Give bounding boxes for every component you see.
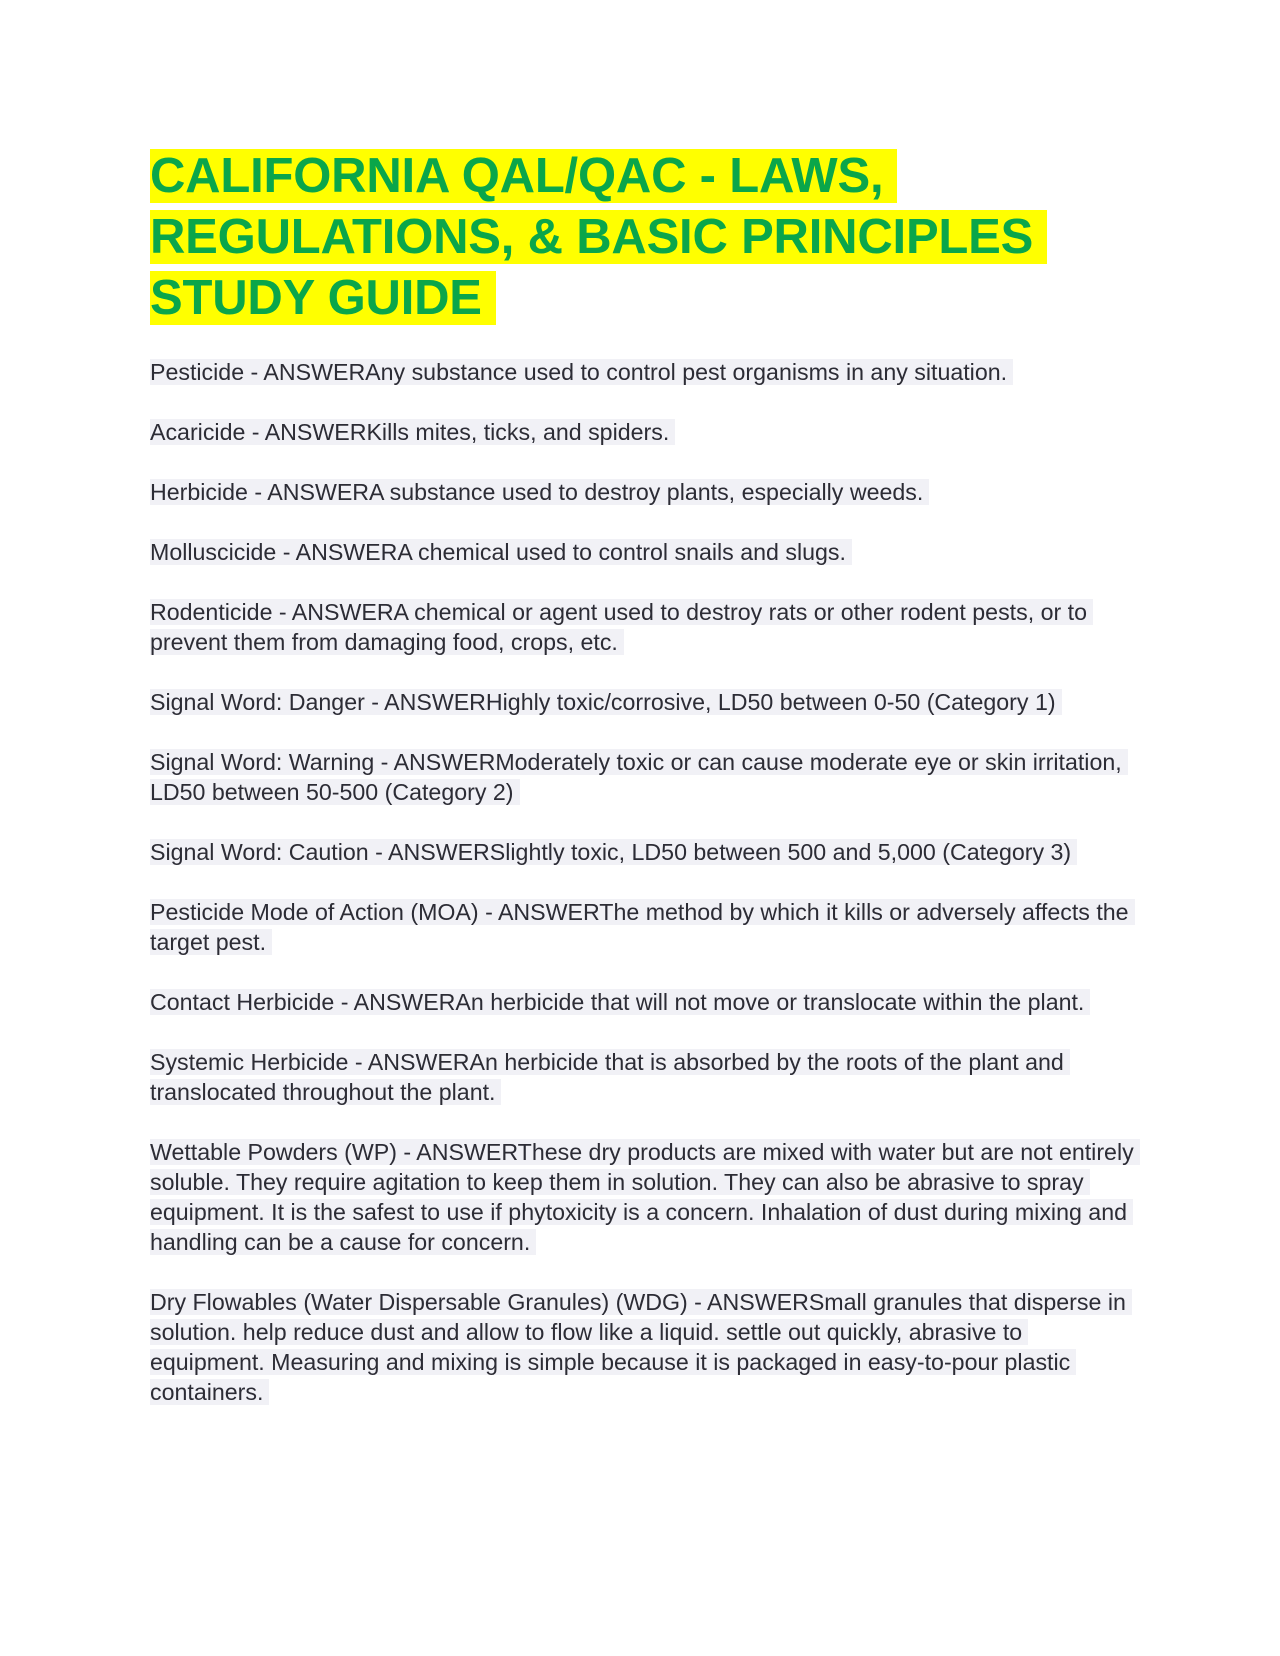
- entry-dry-flowables: [150, 1287, 1140, 1407]
- entry-text: Rodenticide - ANSWERA chemical or agent used to destroy rats or other rodent pests, or to prevent them from damaging food, crops, etc.: [150, 599, 1093, 655]
- entry-text: Wettable Powders (WP) - ANSWERThese dry products are mixed with water but are not entirely soluble. They require agitation to keep them in solution. They can also be abrasive to spray equipment. It is the safest to use if phytoxicity is a concern. Inhalation of dust during mixing and handling can be a cause for concern.: [150, 1139, 1140, 1255]
- entry-text: Dry Flowables (Water Dispersable Granules) (WDG) - ANSWERSmall granules that disperse in solution. help reduce dust and allow to flow like a liquid. settle out quickly, abrasive to equipment. Measuring and mixing is simple because it is packaged in easy-to-pour plastic containers.: [150, 1289, 1132, 1405]
- entry-molluscicide: [150, 537, 1140, 567]
- document-title: [150, 146, 1140, 329]
- entry-acaricide: [150, 417, 1140, 447]
- entry-text: Pesticide - ANSWERAny substance used to control pest organisms in any situation.: [150, 359, 1013, 385]
- entry-contact-herbicide: [150, 987, 1140, 1017]
- entry-signal-warning: [150, 747, 1140, 807]
- entry-text: Systemic Herbicide - ANSWERAn herbicide that is absorbed by the roots of the plant and translocated throughout the plant.: [150, 1049, 1070, 1105]
- entry-list: [150, 357, 1140, 1407]
- entry-herbicide: [150, 477, 1140, 507]
- entry-pesticide: [150, 357, 1140, 387]
- entry-text: Acaricide - ANSWERKills mites, ticks, and spiders.: [150, 419, 675, 445]
- entry-text: Herbicide - ANSWERA substance used to destroy plants, especially weeds.: [150, 479, 929, 505]
- entry-signal-danger: [150, 687, 1140, 717]
- document-page: [150, 146, 1140, 1437]
- entry-text: Contact Herbicide - ANSWERAn herbicide that will not move or translocate within the plant.: [150, 989, 1090, 1015]
- entry-text: Signal Word: Warning - ANSWERModerately toxic or can cause moderate eye or skin irritation, LD50 between 50-500 (Category 2): [150, 749, 1128, 805]
- entry-signal-caution: [150, 837, 1140, 867]
- entry-text: Pesticide Mode of Action (MOA) - ANSWERThe method by which it kills or adversely affects the target pest.: [150, 899, 1135, 955]
- entry-text: Signal Word: Danger - ANSWERHighly toxic/corrosive, LD50 between 0-50 (Category 1): [150, 689, 1062, 715]
- entry-rodenticide: [150, 597, 1140, 657]
- document-title-text: CALIFORNIA QAL/QAC - LAWS, REGULATIONS, & BASIC PRINCIPLES STUDY GUIDE: [150, 149, 1047, 325]
- entry-text: Signal Word: Caution - ANSWERSlightly toxic, LD50 between 500 and 5,000 (Category 3): [150, 839, 1077, 865]
- entry-text: Molluscicide - ANSWERA chemical used to control snails and slugs.: [150, 539, 852, 565]
- entry-mode-of-action: [150, 897, 1140, 957]
- entry-wettable-powders: [150, 1137, 1140, 1257]
- entry-systemic-herbicide: [150, 1047, 1140, 1107]
